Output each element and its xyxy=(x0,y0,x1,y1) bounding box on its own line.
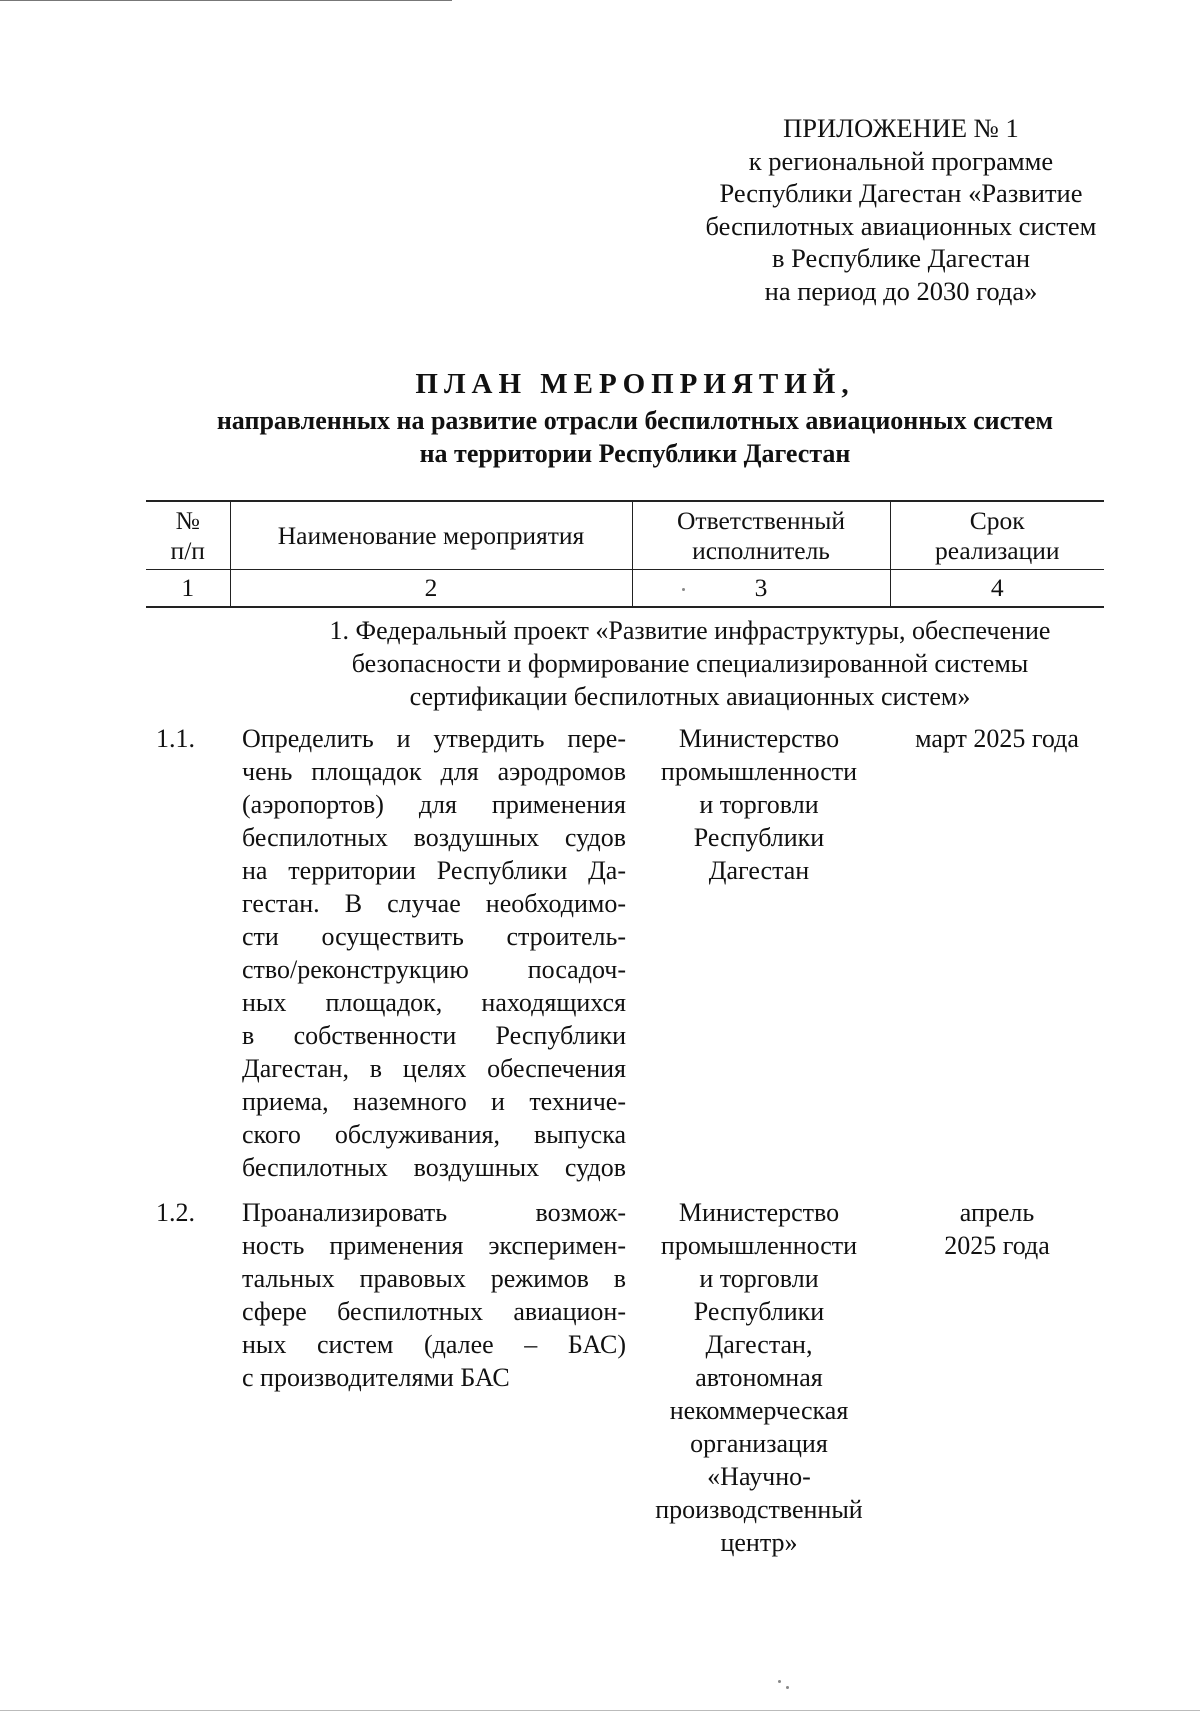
description-line: Проанализировать возмож- xyxy=(242,1198,626,1227)
description-line: на территории Республики Да- xyxy=(242,856,626,885)
description-line: беспилотных воздушных судов xyxy=(242,823,626,852)
plan-subtitle xyxy=(140,404,1130,470)
appendix-line: Республики Дагестан «Развитие xyxy=(719,178,1083,209)
description-line: ство/реконструкцию посадоч- xyxy=(242,955,626,984)
scan-speck xyxy=(786,1686,789,1689)
scan-speck xyxy=(682,588,685,591)
appendix-line: ПРИЛОЖЕНИЕ № 1 xyxy=(783,113,1019,143)
appendix-line: в Республике Дагестан xyxy=(771,243,1030,274)
column-number-1: 1 xyxy=(146,570,230,608)
responsible-line: производственный xyxy=(655,1495,863,1524)
scan-edge-top xyxy=(0,0,452,1)
plan-title: ПЛАН МЕРОПРИЯТИЙ, xyxy=(415,368,855,400)
term-line: апрель xyxy=(959,1198,1035,1227)
description-line: ность применения эксперимен- xyxy=(242,1231,626,1260)
description-line: ных площадок, находящихся xyxy=(242,988,626,1017)
description-line: сфере беспилотных авиацион- xyxy=(242,1297,626,1326)
responsible-line: некоммерческая xyxy=(669,1396,849,1425)
header-number: № п/п xyxy=(146,501,230,570)
responsible-line: и торговли xyxy=(699,1264,819,1293)
responsible-line: Республики xyxy=(693,1297,825,1326)
responsible-line: промышленности xyxy=(660,757,858,786)
section-heading-line: 1. Федеральный проект «Развитие инфраструктуры, обеспечение xyxy=(329,616,1051,645)
section-heading xyxy=(272,614,1108,713)
description-line: тальных правовых режимов в xyxy=(242,1264,626,1293)
header-term: Срок реализации xyxy=(890,501,1104,570)
responsible-line: Дагестан, xyxy=(705,1330,813,1359)
header-activity: Наименование мероприятия xyxy=(230,501,632,570)
description-line: ского обслуживания, выпуска xyxy=(242,1120,626,1149)
row-term xyxy=(890,1196,1104,1262)
appendix-line: к региональной программе xyxy=(748,145,1054,176)
term-line: 2025 года xyxy=(944,1231,1050,1260)
description-line: чень площадок для аэродромов xyxy=(242,757,626,786)
description-line: (аэропортов) для применения xyxy=(242,790,626,819)
row-term xyxy=(890,722,1104,755)
responsible-line: организация xyxy=(690,1429,828,1458)
term-line: март 2025 года xyxy=(915,724,1079,753)
responsible-line: Министерство xyxy=(678,1198,840,1227)
scan-speck xyxy=(778,1680,781,1683)
column-number-4: 4 xyxy=(890,570,1104,608)
appendix-line: на период до 2030 года» xyxy=(764,275,1038,306)
appendix-line: беспилотных авиационных систем xyxy=(705,210,1097,241)
column-number-2: 2 xyxy=(230,570,632,608)
responsible-line: автономная xyxy=(695,1363,823,1392)
description-line: с производителями БАС xyxy=(242,1363,510,1392)
row-number: 1.2. xyxy=(156,1198,195,1227)
responsible-line: промышленности xyxy=(660,1231,858,1260)
responsible-line: и торговли xyxy=(699,790,819,819)
responsible-line: Республики xyxy=(693,823,825,852)
row-description xyxy=(242,722,626,1184)
plan-subtitle-line: на территории Республики Дагестан xyxy=(419,439,851,468)
description-line: гестан. В случае необходимо- xyxy=(242,889,626,918)
row-responsible xyxy=(640,1196,878,1559)
responsible-line: Дагестан xyxy=(708,856,810,885)
row-responsible xyxy=(640,722,878,887)
scan-edge-bottom xyxy=(0,1710,1200,1711)
appendix-header xyxy=(676,112,1126,308)
description-line: Определить и утвердить пере- xyxy=(242,724,626,753)
plan-subtitle-line: направленных на развитие отрасли беспилотных авиационных систем xyxy=(216,406,1054,435)
description-line: приема, наземного и техниче- xyxy=(242,1087,626,1116)
description-line: Дагестан, в целях обеспечения xyxy=(242,1054,626,1083)
section-heading-line: сертификации беспилотных авиационных систем» xyxy=(409,682,971,711)
column-number-3: 3 xyxy=(632,570,890,608)
row-description xyxy=(242,1196,626,1394)
responsible-line: «Научно- xyxy=(707,1462,811,1491)
description-line: в собственности Республики xyxy=(242,1021,626,1050)
row-number: 1.1. xyxy=(156,724,195,753)
description-line: беспилотных воздушных судов xyxy=(242,1153,626,1182)
section-heading-line: безопасности и формирование специализированной системы xyxy=(351,649,1029,678)
description-line: ных систем (далее – БАС) xyxy=(242,1330,626,1359)
responsible-line: Министерство xyxy=(678,724,840,753)
description-line: сти осуществить строитель- xyxy=(242,922,626,951)
responsible-line: центр» xyxy=(720,1528,798,1557)
header-responsible: Ответственный исполнитель xyxy=(632,501,890,570)
plan-table-header xyxy=(146,500,1104,608)
